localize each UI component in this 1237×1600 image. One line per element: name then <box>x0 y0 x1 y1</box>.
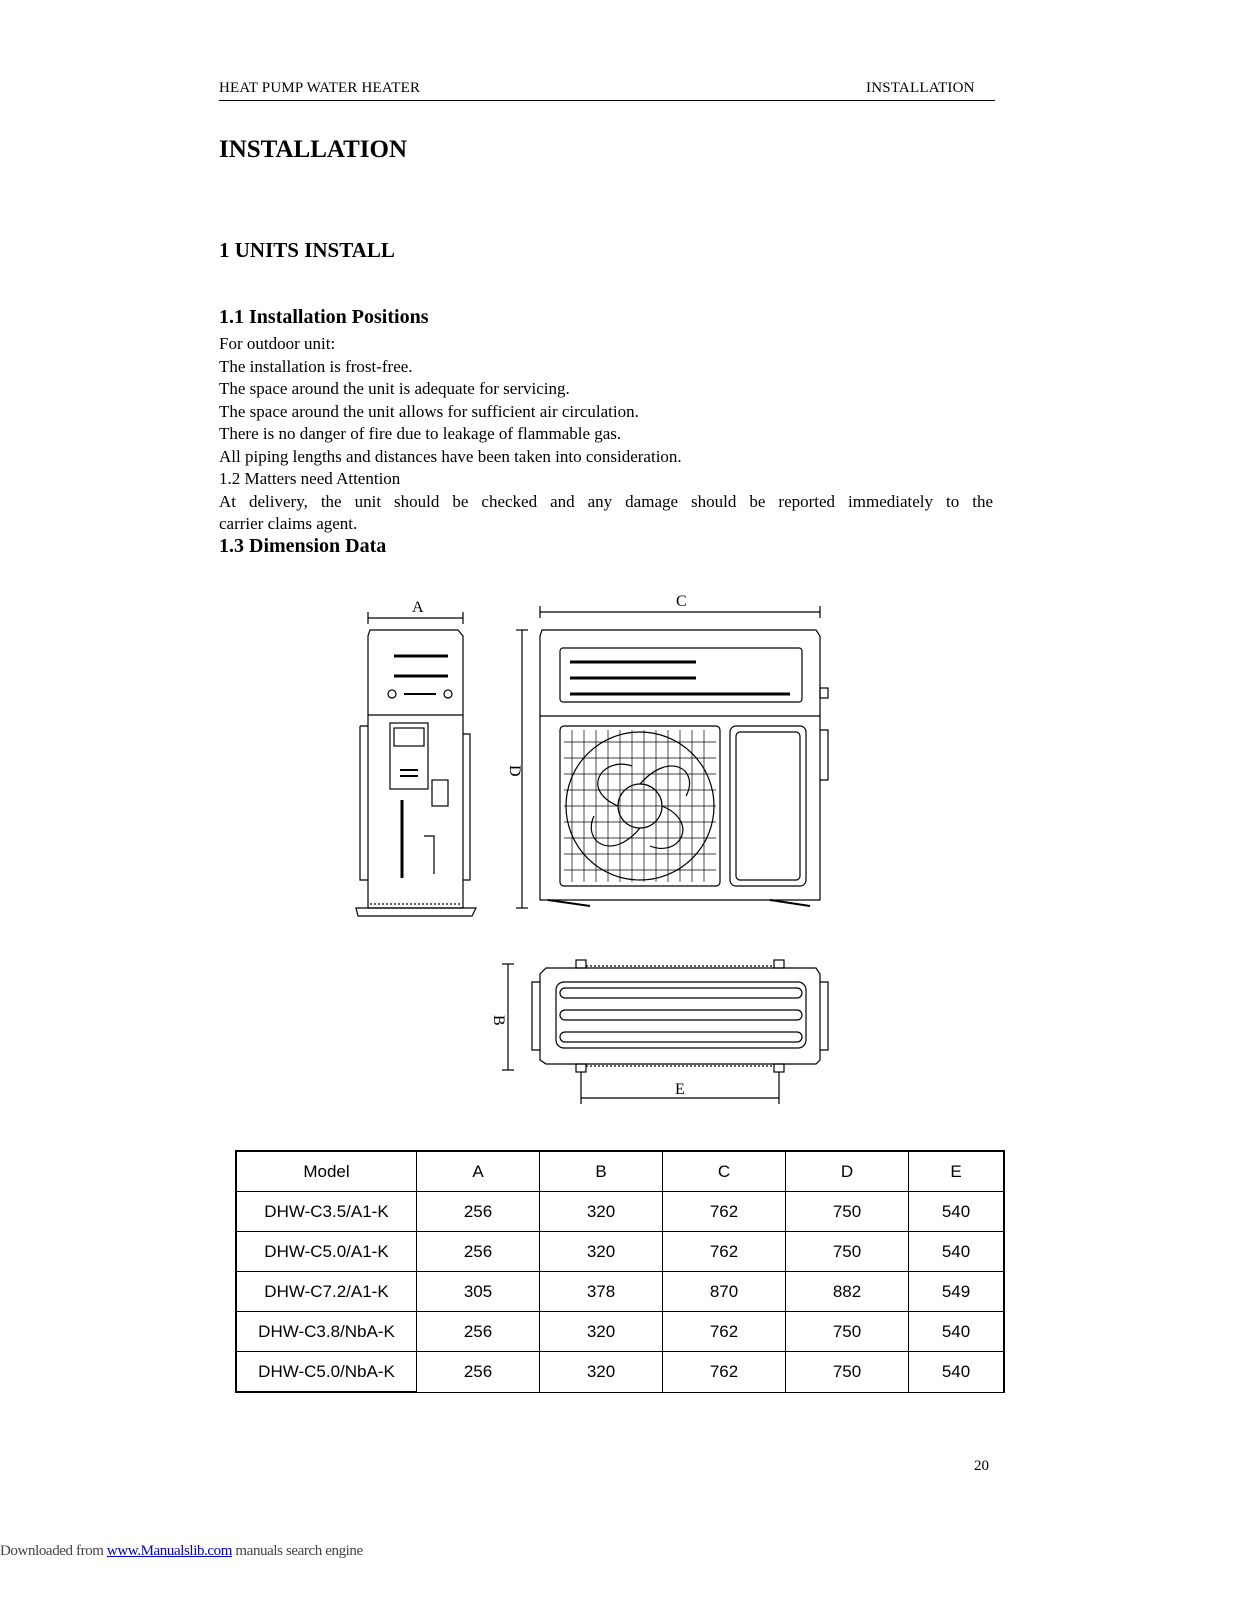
table-header-cell: Model <box>236 1151 417 1192</box>
table-row <box>236 1352 1004 1393</box>
unit-dimension-drawing <box>350 590 840 1110</box>
front-view <box>506 593 828 908</box>
attention-line: carrier claims agent. <box>219 514 358 533</box>
table-header-cell: A <box>417 1151 540 1192</box>
dimension-label-b: B <box>490 1015 507 1026</box>
table-cell: 882 <box>786 1272 909 1312</box>
table-row <box>236 1272 1004 1312</box>
body-line: The installation is frost-free. <box>219 356 413 376</box>
table-cell: 320 <box>540 1312 663 1352</box>
body-line: There is no danger of fire due to leakage of flammable gas. <box>219 424 622 443</box>
table-cell: 762 <box>663 1352 786 1393</box>
attention-line: At delivery, the unit should be checked and any damage should be reported immediately to the <box>219 491 993 511</box>
body-line: The space around the unit allows for sufficient air circulation. <box>219 401 639 421</box>
dimension-label-a: A <box>412 599 424 616</box>
table-header-row <box>236 1151 1004 1192</box>
table-header-cell: B <box>540 1151 663 1192</box>
page-title: INSTALLATION <box>219 136 408 163</box>
table-cell: 320 <box>540 1352 663 1393</box>
table-row <box>236 1232 1004 1272</box>
table-header-cell: C <box>663 1151 786 1192</box>
dimension-table <box>235 1150 1005 1393</box>
body-line: 1.2 Matters need Attention <box>219 469 401 488</box>
body-line: The space around the unit is adequate for servicing. <box>219 379 570 398</box>
table-cell: 750 <box>786 1312 909 1352</box>
table-header-cell: D <box>786 1151 909 1192</box>
page-number: 20 <box>974 1458 989 1474</box>
footer-suffix: manuals search engine <box>232 1543 363 1559</box>
body-line: For outdoor unit: <box>219 334 336 353</box>
subsection-dimension-data: 1.3 Dimension Data <box>219 535 387 557</box>
table-cell: DHW-C7.2/A1-K <box>236 1272 417 1312</box>
table-header-cell: E <box>909 1151 1005 1192</box>
dimension-label-c: C <box>676 593 687 610</box>
download-footer <box>0 1543 363 1560</box>
table-cell: 305 <box>417 1272 540 1312</box>
footer-prefix: Downloaded from <box>0 1543 107 1559</box>
table-cell: 762 <box>663 1312 786 1352</box>
table-cell: 750 <box>786 1352 909 1393</box>
table-row <box>236 1312 1004 1352</box>
table-cell: 540 <box>909 1192 1005 1232</box>
body-line: All piping lengths and distances have been taken into consideration. <box>219 446 682 466</box>
table-cell: DHW-C5.0/NbA-K <box>236 1352 417 1393</box>
table-cell: 540 <box>909 1312 1005 1352</box>
section-heading: 1 UNITS INSTALL <box>219 238 395 262</box>
table-cell: 256 <box>417 1352 540 1393</box>
dimension-label-e: E <box>675 1081 685 1098</box>
header-left-text: HEAT PUMP WATER HEATER <box>219 80 421 96</box>
table-cell: 549 <box>909 1272 1005 1312</box>
table-cell: 750 <box>786 1232 909 1272</box>
table-cell: 540 <box>909 1232 1005 1272</box>
top-view <box>490 960 828 1104</box>
table-cell: 378 <box>540 1272 663 1312</box>
side-view <box>356 599 476 916</box>
manualslib-link[interactable]: www.Manualslib.com <box>106 1543 233 1559</box>
table-cell: 320 <box>540 1192 663 1232</box>
table-cell: 870 <box>663 1272 786 1312</box>
header-rule <box>219 100 995 101</box>
table-cell: DHW-C3.8/NbA-K <box>236 1312 417 1352</box>
dimension-label-d: D <box>506 765 523 777</box>
subsection-installation-positions: 1.1 Installation Positions <box>219 306 429 328</box>
table-cell: 320 <box>540 1232 663 1272</box>
table-cell: 750 <box>786 1192 909 1232</box>
table-cell: 762 <box>663 1192 786 1232</box>
table-cell: 256 <box>417 1232 540 1272</box>
table-cell: DHW-C5.0/A1-K <box>236 1232 417 1272</box>
table-cell: DHW-C3.5/A1-K <box>236 1192 417 1232</box>
table-cell: 256 <box>417 1192 540 1232</box>
table-cell: 540 <box>909 1352 1005 1393</box>
header-right-text: INSTALLATION <box>866 80 975 96</box>
table-row <box>236 1192 1004 1232</box>
body-text <box>219 333 993 536</box>
table-cell: 256 <box>417 1312 540 1352</box>
table-cell: 762 <box>663 1232 786 1272</box>
